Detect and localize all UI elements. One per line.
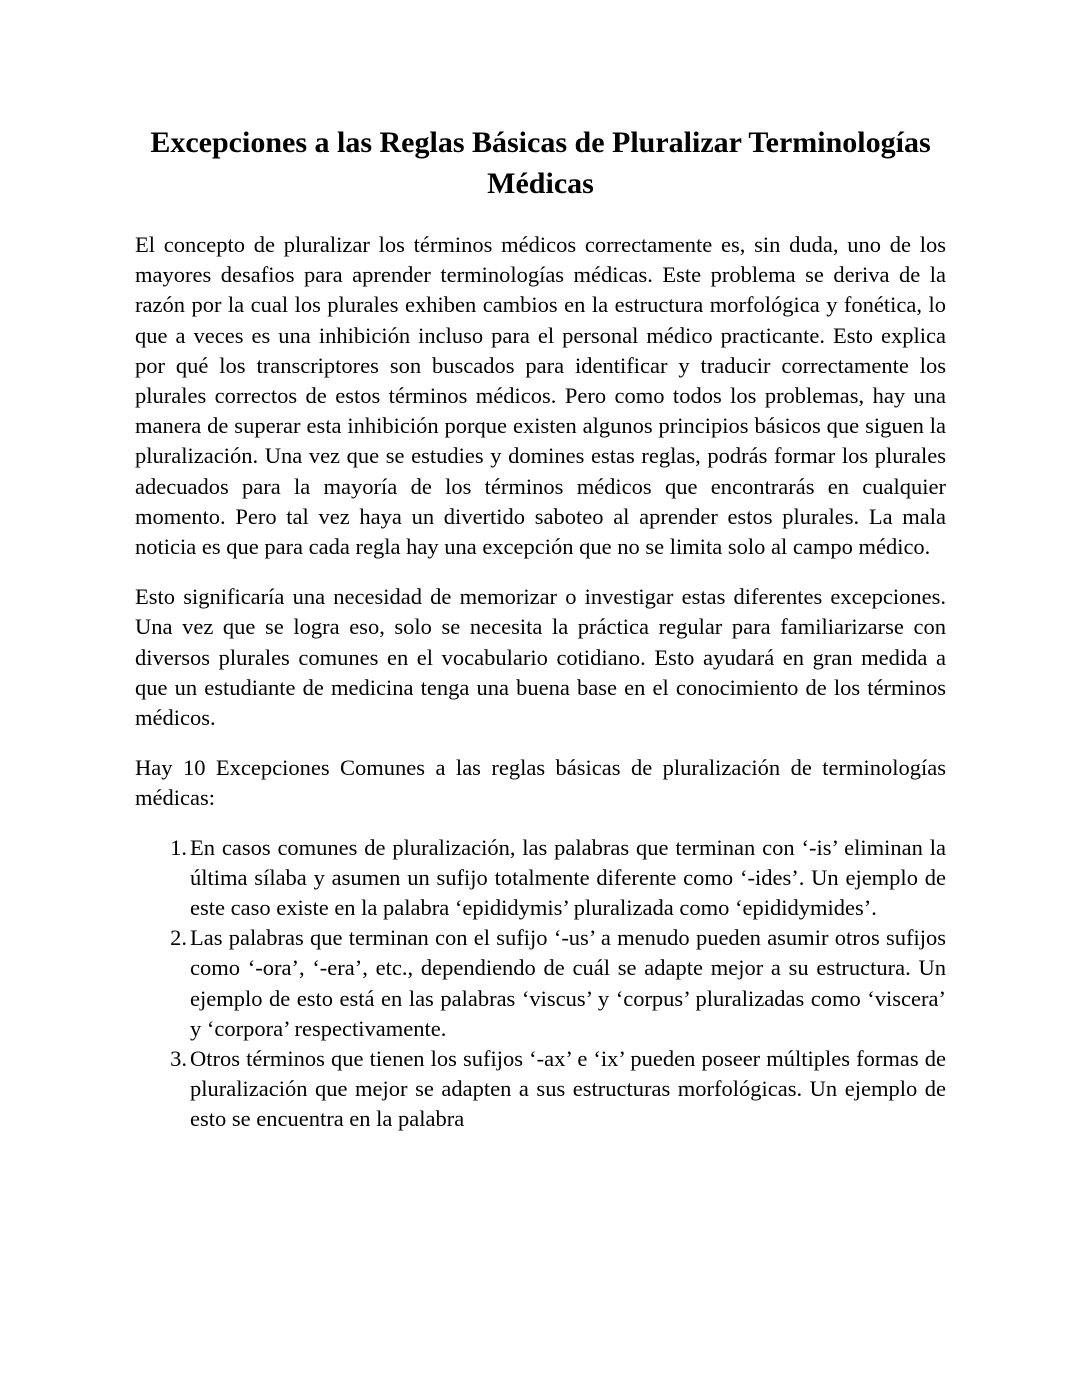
page-title-line-2: Terminologías Médicas [487, 126, 931, 200]
list-item-text: Otros términos que tienen los sufijos ‘-ax’ e ‘ix’ pueden poseer múltiples formas de pluralización que mejor se adapten a sus estructuras morfológicas. Un ejemplo de esto se encuentra en la palabra [190, 1046, 946, 1132]
list-item-text: En casos comunes de pluralización, las palabras que terminan con ‘-is’ eliminan la última sílaba y asumen un sufijo totalmente diferente como ‘-ides’. Un ejemplo de este caso existe en la palabra ‘epididymis’ pluralizada como ‘epididymides’. [190, 834, 946, 921]
page-title-line-1: Excepciones a las Reglas Básicas de Pluralizar [150, 126, 742, 159]
list-item-number: 1. [170, 834, 187, 860]
document-content [135, 0, 946, 1135]
list-item-number: 3. [170, 1046, 187, 1072]
exceptions-list [135, 833, 946, 1135]
body-paragraph-1: El concepto de pluralizar los términos médicos correctamente es, sin duda, uno de los mayores desafios para aprender terminologías médicas. Este problema se deriva de la razón por la cual los plurales exhiben cambios en la estructura morfológica y fonética, lo que a veces es una inhibición incluso para el personal médico practicante. Esto explica por qué los transcriptores son buscados para identificar y traducir correctamente los plurales correctos de estos términos médicos. Pero como todos los problemas, hay una manera de superar esta inhibición porque existen algunos principios básicos que siguen la pluralización. Una vez que se estudies y domines estas reglas, podrás formar los plurales adecuados para la mayoría de los términos médicos que encontrarás en cualquier momento. Pero tal vez haya un divertido saboteo al aprender estos plurales. La mala noticia es que para cada regla hay una excepción que no se limita solo al campo médico. [135, 232, 946, 560]
body-paragraph-2: Esto significaría una necesidad de memorizar o investigar estas diferentes excepciones. Una vez que se logra eso, solo se necesita la práctica regular para familiarizarse con diversos plurales comunes en el vocabulario cotidiano. Esto ayudará en gran medida a que un estudiante de medicina tenga una buena base en el conocimiento de los términos médicos. [135, 584, 946, 731]
list-item-number: 2. [170, 925, 187, 951]
page-title [135, 0, 946, 204]
list-item [135, 923, 946, 1044]
list-item [135, 833, 946, 924]
list-item-text: Las palabras que terminan con el sufijo ‘-us’ a menudo pueden asumir otros sufijos como ‘-ora’, ‘-era’, etc., dependiendo de cuál se adapte mejor a su estructura. Un ejemplo de esto está en las palabras ‘viscus’ y ‘corpus’ pluralizadas como ‘viscera’ y ‘corpora’ respectivamente. [190, 925, 946, 1041]
list-item [135, 1044, 946, 1135]
body-paragraph-3: Hay 10 Excepciones Comunes a las reglas básicas de pluralización de terminologías médicas: [135, 755, 946, 811]
